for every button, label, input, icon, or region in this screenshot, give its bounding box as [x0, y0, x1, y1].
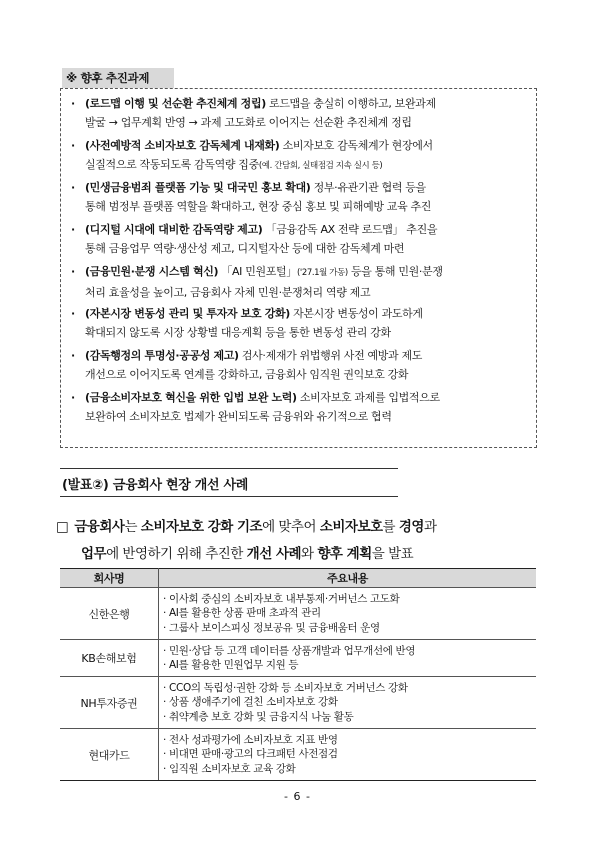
plan-item: [71, 178, 528, 220]
plan-bullet: ·: [71, 97, 75, 110]
company-cell: 신한은행: [60, 588, 159, 640]
plan-item-title: (민생금융범죄 플랫폼 기능 및 대국민 홍보 확대): [85, 181, 311, 194]
plan-item-text: 자본시장 변동성이 과도하게: [289, 307, 423, 320]
intro-text: 와: [301, 546, 318, 562]
intro-text: 향후 계획: [317, 546, 372, 562]
company-cell: 현대카드: [60, 729, 159, 781]
future-tasks-box: [60, 88, 537, 448]
company-cell: NH투자증권: [60, 677, 159, 729]
intro-text: 에 반영하기 위해 추진한: [106, 546, 247, 562]
content-point: · 취약계층 보호 강화 및 금융지식 나눔 활동: [163, 710, 354, 723]
intro-text: 를: [382, 519, 399, 535]
plan-item: [71, 94, 528, 136]
content-point: · AI를 활용한 상품 판매 초과적 관리: [163, 607, 321, 620]
plan-item-text: 「AI 민원포털」: [218, 265, 297, 278]
plan-item-text-line2: 발굴 → 업무계획 반영 → 과제 고도화로 이어지는 선순환 추진체계 정립: [85, 116, 412, 129]
table-row: [60, 677, 536, 729]
plan-item-title: (감독행정의 투명성·공공성 제고): [85, 349, 239, 362]
content-point: · 전사 성과평가에 소비자보호 지표 반영: [163, 733, 338, 746]
content-point: · 그룹사 보이스피싱 정보공유 및 금융배움터 운영: [163, 621, 380, 634]
content-point: · 상품 생애주기에 걸친 소비자보호 강화: [163, 696, 338, 709]
plan-item-text: 검사·제재가 위법행위 사전 예방과 제도: [238, 349, 423, 362]
plan-item-text: 로드맵을 충실히 이행하고, 보완과제: [265, 97, 436, 110]
table-row: [60, 588, 536, 640]
plan-item-text-line2: 실질적으로 작동되도록 감독역량 집중: [85, 158, 259, 171]
cases-table: [60, 568, 536, 781]
plan-item-text-line2: 통해 금융업무 역량·생산성 제고, 디지털자산 등에 대한 감독체계 마련: [85, 242, 405, 255]
content-cell: [159, 640, 537, 677]
page-number: - 6 -: [284, 790, 311, 803]
plan-item-title: (금융민원·분쟁 시스템 혁신): [85, 265, 219, 278]
heading-rule-top: [60, 468, 398, 469]
plan-item: [71, 262, 528, 304]
table-header-row: [60, 569, 536, 588]
plan-item-title: (사전예방적 소비자보호 감독체계 내재화): [85, 139, 280, 152]
heading-rule-bottom: [60, 496, 398, 497]
plan-bullet: ·: [71, 139, 75, 152]
plan-item: [71, 136, 528, 178]
intro-text: 에 맞추어: [262, 519, 320, 535]
content-cell: [159, 677, 537, 729]
plan-item: [71, 346, 528, 388]
plan-item-text: 소비자보호 감독체계가 현장에서: [279, 139, 433, 152]
plan-item-text-line2: 보완하여 소비자보호 법제가 완비되도록 금융위와 유기적으로 협력: [85, 410, 392, 423]
intro-text: 는: [124, 519, 141, 535]
content-point: · 민원·상담 등 고객 데이터를 상품개발과 업무개선에 반영: [163, 644, 416, 657]
plan-item-text: 정부·유관기관 협력 등을: [310, 181, 426, 194]
plan-item-text-line2: 확대되지 않도록 시장 상황별 대응계획 등을 통한 변동성 관리 강화: [85, 326, 391, 339]
intro-paragraph: [56, 514, 546, 568]
intro-text: 업무: [81, 546, 107, 562]
plan-bullet: ·: [71, 391, 75, 404]
plan-bullet: ·: [71, 349, 75, 362]
plan-item-text: 소비자보호 과제를 입법적으로: [296, 391, 440, 404]
content-point: · AI를 활용한 민원업무 지원 등: [163, 659, 299, 671]
intro-text: 경영: [398, 519, 424, 535]
company-cell: KB손해보험: [60, 640, 159, 677]
content-cell: [159, 588, 537, 640]
content-point: · CCO의 독립성·권한 강화 등 소비자보호 거버넌스 강화: [163, 681, 408, 694]
content-point: · 비대면 판매·광고의 다크패턴 사전점검: [163, 748, 338, 761]
plan-item-text-line2: 개선으로 이어지도록 연계를 강화하고, 금융회사 임직원 권익보호 강화: [85, 368, 409, 381]
content-point: · 이사회 중심의 소비자보호 내부통제·거버넌스 고도화: [163, 592, 400, 605]
future-tasks-title: ※ 향후 추진과제: [62, 68, 174, 88]
plan-bullet: ·: [71, 181, 75, 194]
plan-bullet: ·: [71, 223, 75, 236]
plan-item-title: (금융소비자보호 혁신을 위한 입법 보완 노력): [85, 391, 297, 404]
column-header-content: 주요내용: [159, 569, 537, 588]
table-row: [60, 729, 536, 781]
plan-item-note: (예. 간담회, 실태점검 지속 실시 등): [258, 161, 383, 171]
plan-bullet: ·: [71, 307, 75, 320]
intro-text: 과: [423, 519, 437, 535]
plan-item-title: (디지털 시대에 대비한 감독역량 제고): [85, 223, 263, 236]
plan-item-text: 등을 통해 민원·분쟁: [347, 265, 443, 278]
content-cell: [159, 729, 537, 781]
intro-text: 개선 사례: [246, 546, 302, 562]
plan-item: [71, 388, 528, 430]
plan-bullet: ·: [71, 265, 75, 278]
plan-item: [71, 220, 528, 262]
intro-text: 금융회사: [74, 519, 125, 535]
plan-item-note: ('27.1월 가동): [296, 268, 348, 278]
intro-text: 소비자보호 강화 기조: [140, 519, 263, 535]
plan-item-text-line2: 통해 범정부 플랫폼 역할을 확대하고, 현장 중심 홍보 및 피해예방 교육 추진: [85, 200, 432, 213]
plan-item-title: (로드맵 이행 및 선순환 추진체계 정립): [85, 97, 266, 110]
column-header-company: 회사명: [60, 569, 159, 588]
plan-item-text: 「금융감독 AX 전략 로드맵」 추진을: [262, 223, 438, 236]
intro-text: 소비자보호: [319, 519, 383, 535]
content-point: · 임직원 소비자보호 교육 강화: [163, 762, 296, 775]
intro-text: 을 발표: [371, 546, 414, 562]
plan-item-text-line2: 처리 효율성을 높이고, 금융회사 자체 민원·분쟁처리 역량 제고: [85, 286, 371, 299]
plan-item: [71, 304, 528, 346]
announcement-heading: (발표②) 금융회사 현장 개선 사례: [62, 478, 248, 493]
square-bullet-icon: □: [56, 519, 69, 535]
table-row: [60, 640, 536, 677]
plan-item-title: (자본시장 변동성 관리 및 투자자 보호 강화): [85, 307, 290, 320]
